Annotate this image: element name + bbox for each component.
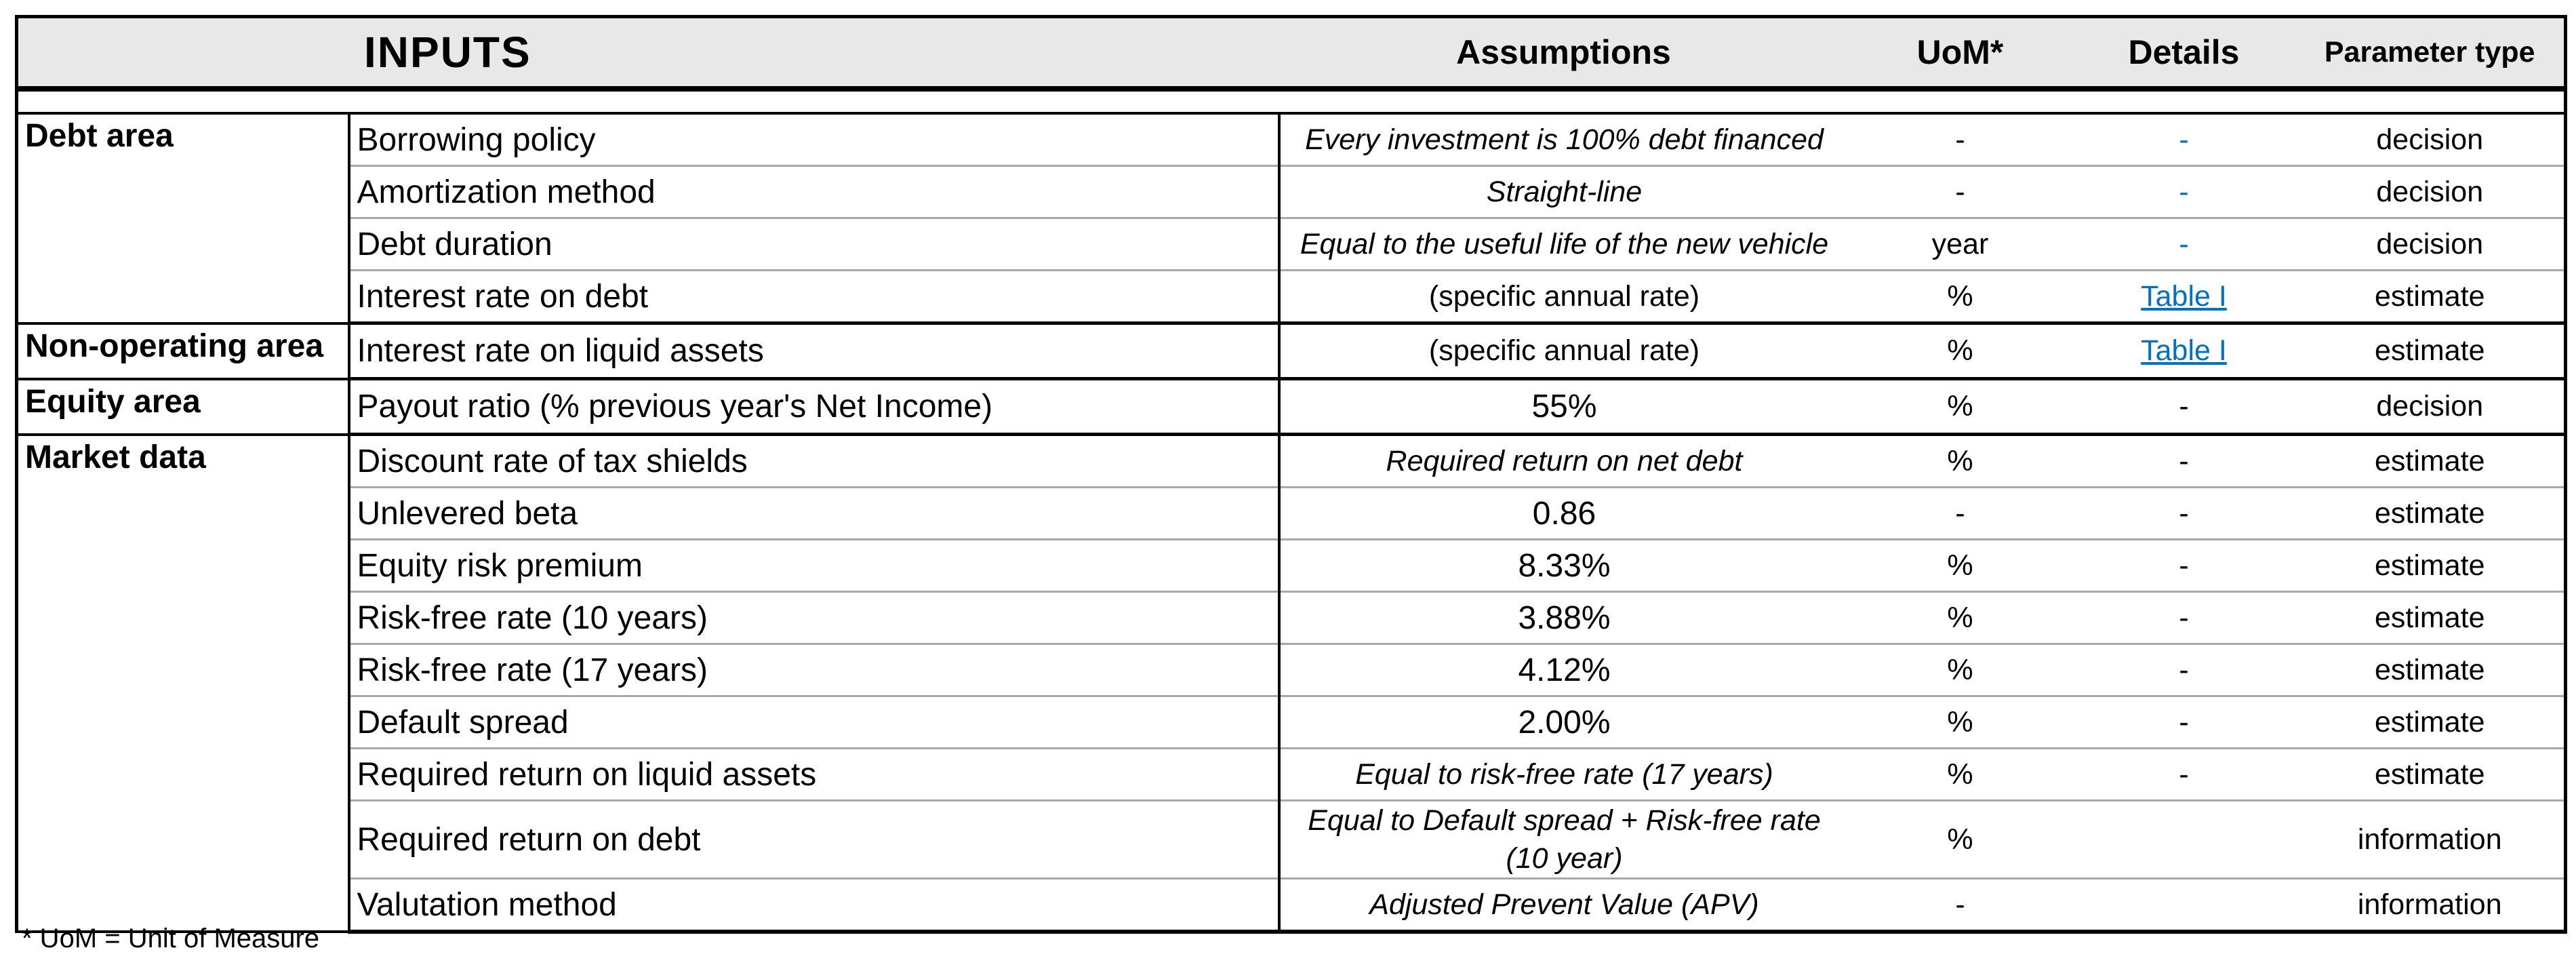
details-cell: - <box>2072 379 2296 435</box>
assumption-cell: Required return on net debt <box>1279 435 1849 488</box>
details-cell: - <box>2072 218 2296 271</box>
assumption-cell: Equal to the useful life of the new vehicle <box>1279 218 1849 271</box>
header-row <box>17 17 2566 90</box>
header-details: Details <box>2072 17 2296 90</box>
details-cell: - <box>2072 749 2296 801</box>
uom-cell: % <box>1849 323 2072 379</box>
details-cell <box>2072 801 2296 879</box>
assumption-cell: Adjusted Prevent Value (APV) <box>1279 879 1849 932</box>
assumption-cell: Equal to risk-free rate (17 years) <box>1279 749 1849 801</box>
parameter-type-cell: estimate <box>2296 749 2566 801</box>
parameter-cell: Discount rate of tax shields <box>349 435 1279 488</box>
uom-cell: % <box>1849 749 2072 801</box>
parameter-cell: Required return on liquid assets <box>349 749 1279 801</box>
table-row <box>17 166 2566 218</box>
assumption-cell: Every investment is 100% debt financed <box>1279 113 1849 166</box>
uom-cell: % <box>1849 644 2072 696</box>
assumption-cell: 0.86 <box>1279 488 1849 540</box>
parameter-cell: Payout ratio (% previous year's Net Income) <box>349 379 1279 435</box>
table-row <box>17 323 2566 379</box>
table-row <box>17 379 2566 435</box>
table-row <box>17 879 2566 932</box>
assumption-cell <box>1279 801 1849 879</box>
table-row <box>17 113 2566 166</box>
uom-cell: - <box>1849 488 2072 540</box>
assumption-cell: 8.33% <box>1279 540 1849 592</box>
uom-cell: - <box>1849 879 2072 932</box>
assumption-cell: Straight-line <box>1279 166 1849 218</box>
table-i-link[interactable]: Table I <box>2141 334 2227 367</box>
details-cell: - <box>2072 113 2296 166</box>
parameter-cell: Risk-free rate (10 years) <box>349 592 1279 644</box>
assumption-cell: (specific annual rate) <box>1279 271 1849 323</box>
uom-cell: - <box>1849 166 2072 218</box>
inputs-table <box>15 15 2567 934</box>
details-cell <box>2072 323 2296 379</box>
parameter-cell: Valutation method <box>349 879 1279 932</box>
inputs-sheet <box>15 15 2564 934</box>
footnote: * UoM = Unit of Measure <box>22 924 320 953</box>
details-cell: - <box>2072 435 2296 488</box>
details-cell: - <box>2072 644 2296 696</box>
uom-cell: % <box>1849 435 2072 488</box>
table-row <box>17 271 2566 323</box>
parameter-type-cell: information <box>2296 801 2566 879</box>
assumption-cell: (specific annual rate) <box>1279 323 1849 379</box>
header-parameter-type: Parameter type <box>2296 17 2566 90</box>
details-cell: - <box>2072 488 2296 540</box>
parameter-type-cell: decision <box>2296 166 2566 218</box>
area-label: Non-operating area <box>17 323 349 379</box>
uom-cell: % <box>1849 696 2072 749</box>
spacer-row <box>17 89 2566 113</box>
header-uom: UoM* <box>1849 17 2072 90</box>
area-label: Debt area <box>17 113 349 323</box>
table-title: INPUTS <box>364 28 531 77</box>
parameter-cell: Equity risk premium <box>349 540 1279 592</box>
parameter-type-cell: information <box>2296 879 2566 932</box>
area-label: Market data <box>17 435 349 932</box>
parameter-cell: Interest rate on liquid assets <box>349 323 1279 379</box>
parameter-cell: Debt duration <box>349 218 1279 271</box>
table-row <box>17 644 2566 696</box>
table-row <box>17 592 2566 644</box>
parameter-type-cell: decision <box>2296 379 2566 435</box>
uom-cell: % <box>1849 592 2072 644</box>
uom-cell: % <box>1849 801 2072 879</box>
parameter-type-cell: estimate <box>2296 435 2566 488</box>
parameter-cell: Default spread <box>349 696 1279 749</box>
parameter-type-cell: estimate <box>2296 271 2566 323</box>
parameter-type-cell: estimate <box>2296 696 2566 749</box>
parameter-cell: Interest rate on debt <box>349 271 1279 323</box>
uom-cell: % <box>1849 379 2072 435</box>
table-row <box>17 749 2566 801</box>
parameter-type-cell: estimate <box>2296 644 2566 696</box>
parameter-cell: Required return on debt <box>349 801 1279 879</box>
details-cell: - <box>2072 696 2296 749</box>
uom-cell: % <box>1849 271 2072 323</box>
table-row <box>17 435 2566 488</box>
table-row <box>17 540 2566 592</box>
parameter-cell: Borrowing policy <box>349 113 1279 166</box>
table-row <box>17 488 2566 540</box>
parameter-type-cell: estimate <box>2296 592 2566 644</box>
parameter-cell: Amortization method <box>349 166 1279 218</box>
parameter-type-cell: estimate <box>2296 540 2566 592</box>
uom-cell: year <box>1849 218 2072 271</box>
area-label: Equity area <box>17 379 349 435</box>
details-cell <box>2072 271 2296 323</box>
parameter-type-cell: estimate <box>2296 488 2566 540</box>
table-row <box>17 218 2566 271</box>
parameter-cell: Risk-free rate (17 years) <box>349 644 1279 696</box>
parameter-type-cell: decision <box>2296 218 2566 271</box>
uom-cell: - <box>1849 113 2072 166</box>
uom-cell: % <box>1849 540 2072 592</box>
table-row <box>17 696 2566 749</box>
header-title-cell <box>17 17 1279 90</box>
table-i-link[interactable]: Table I <box>2141 279 2227 313</box>
parameter-type-cell: estimate <box>2296 323 2566 379</box>
assumption-cell: 2.00% <box>1279 696 1849 749</box>
assumption-text: Equal to Default spread + Risk-free rate (10 year) <box>1308 804 1821 875</box>
parameter-cell: Unlevered beta <box>349 488 1279 540</box>
details-cell: - <box>2072 166 2296 218</box>
details-cell <box>2072 879 2296 932</box>
header-assumptions: Assumptions <box>1279 17 1849 90</box>
details-cell: - <box>2072 592 2296 644</box>
assumption-cell: 4.12% <box>1279 644 1849 696</box>
table-row <box>17 801 2566 879</box>
assumption-cell: 3.88% <box>1279 592 1849 644</box>
assumption-cell: 55% <box>1279 379 1849 435</box>
parameter-type-cell: decision <box>2296 113 2566 166</box>
details-cell: - <box>2072 540 2296 592</box>
